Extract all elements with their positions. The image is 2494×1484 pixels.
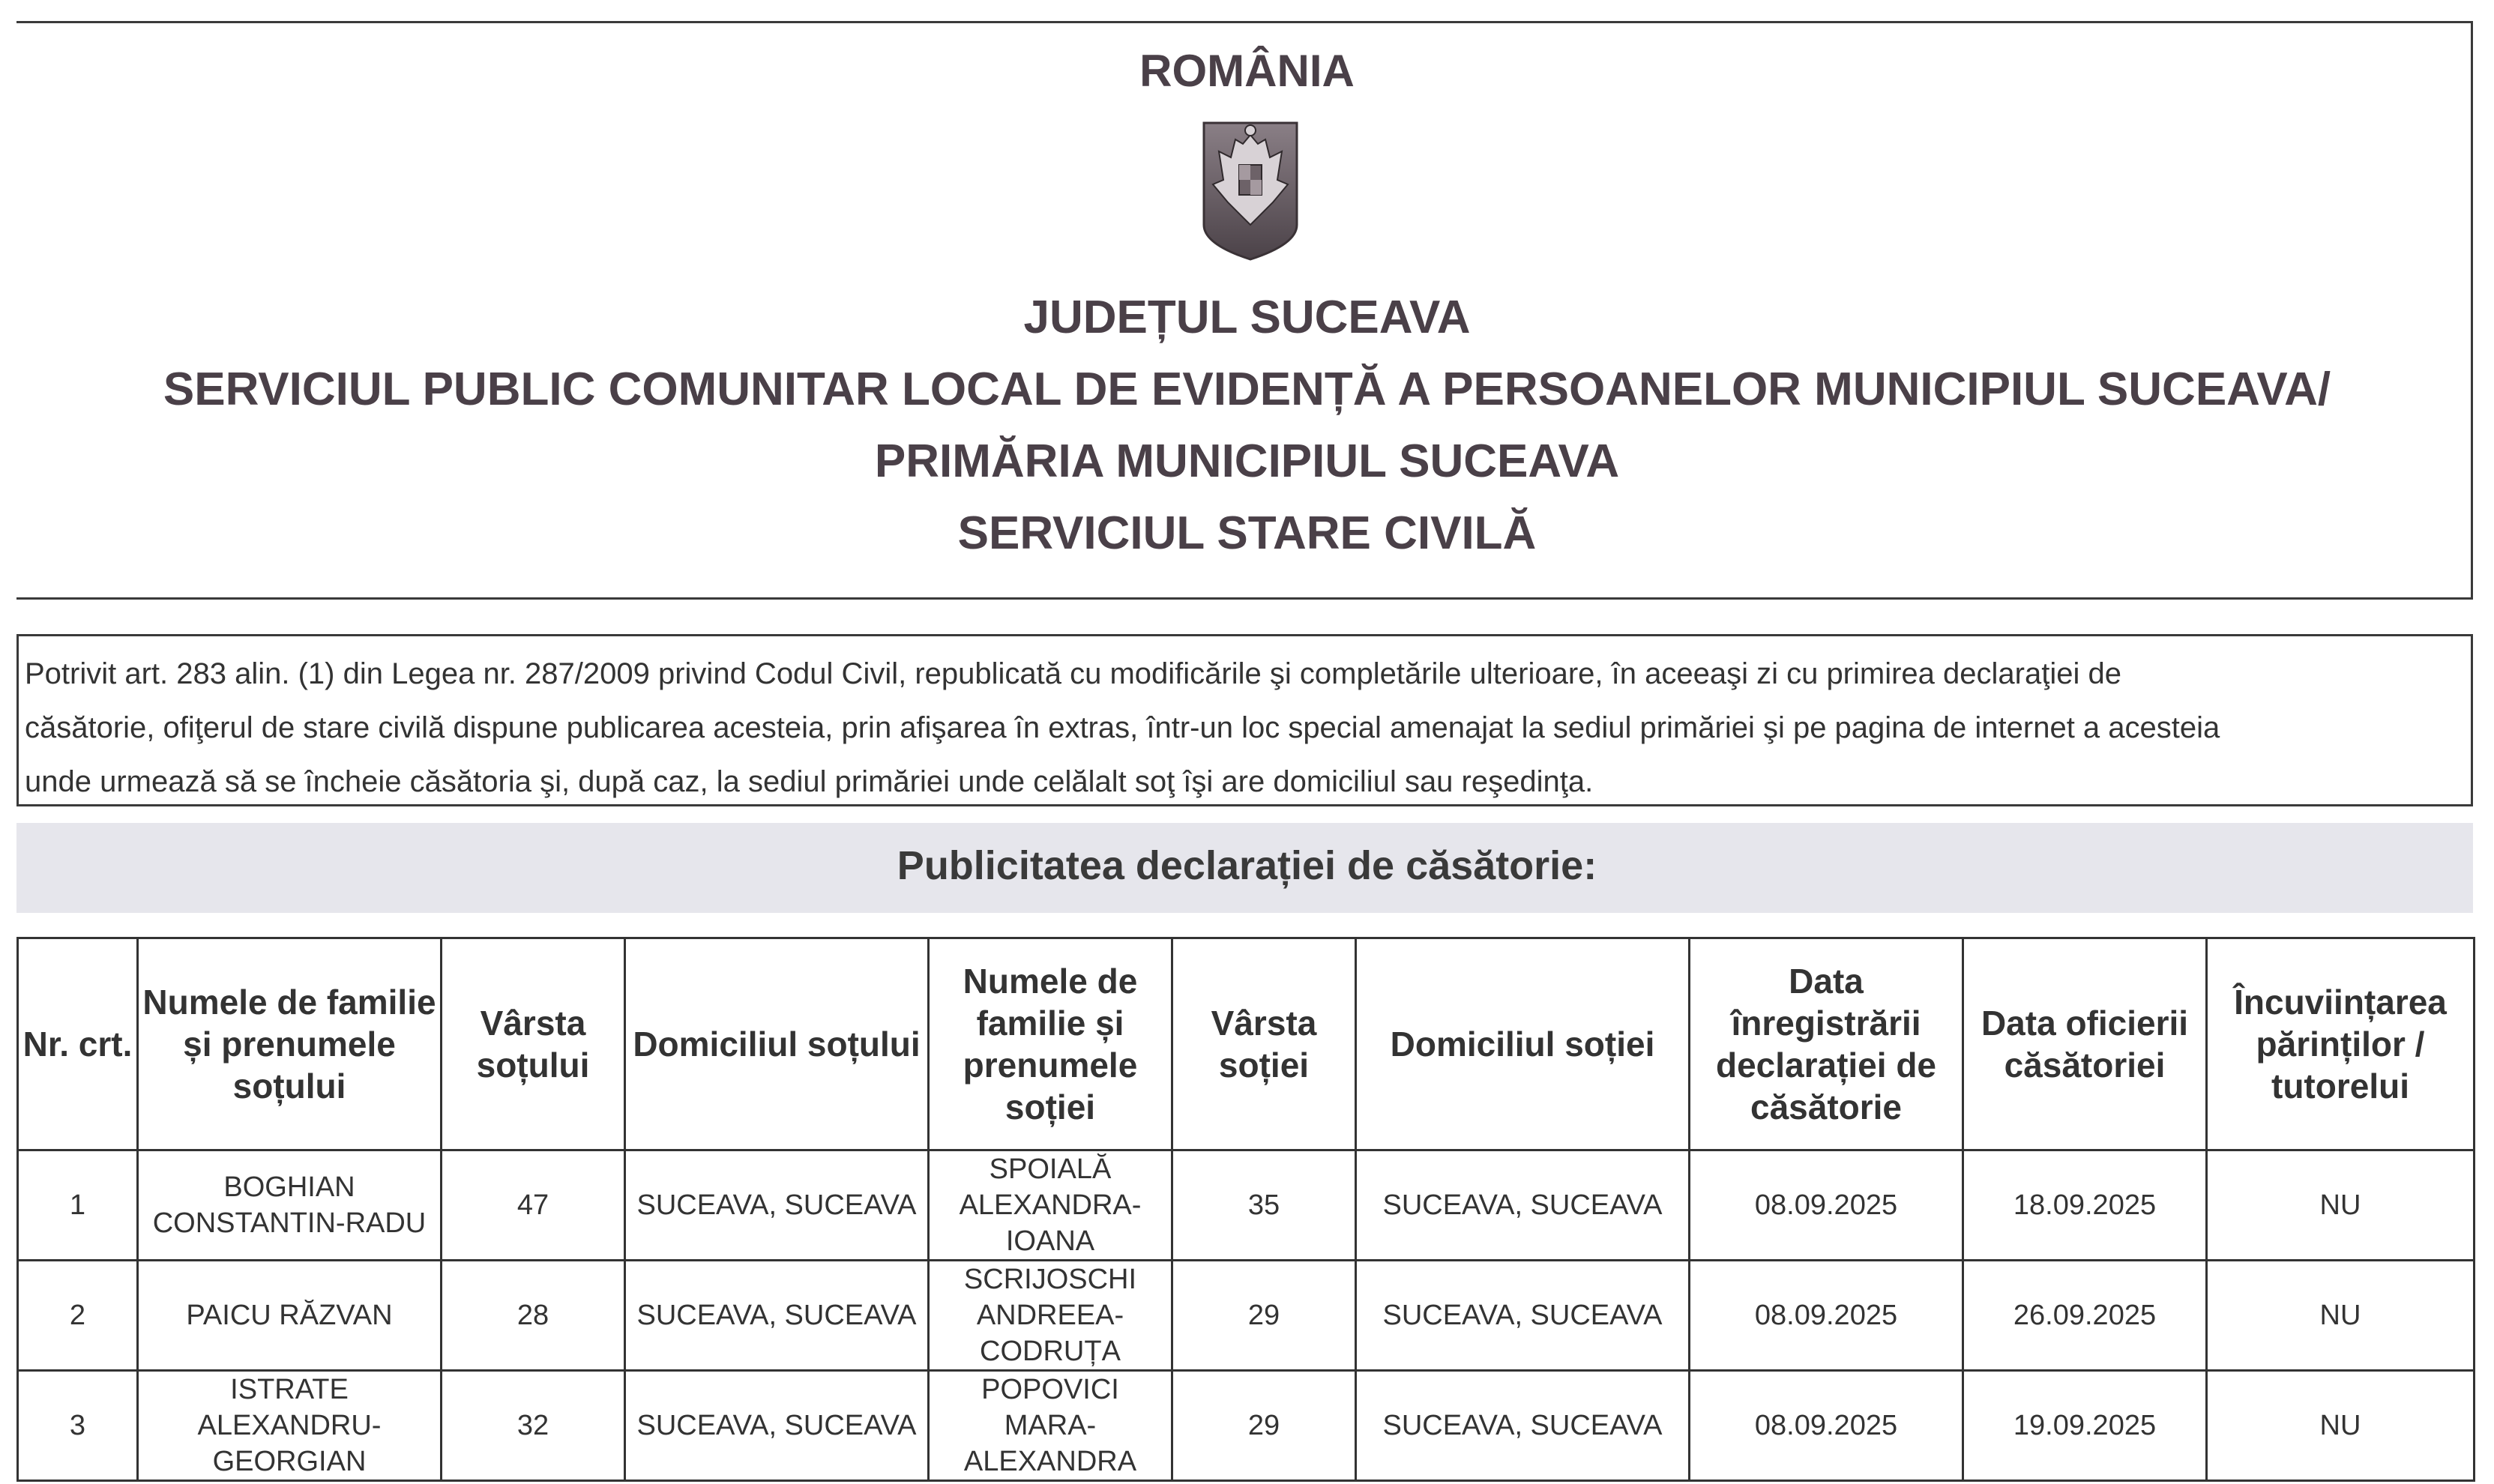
column-header: Încuviințarea părinților / tutorelui — [2207, 938, 2475, 1150]
table-cell: 47 — [442, 1150, 625, 1261]
service-title-line2: PRIMĂRIA MUNICIPIUL SUCEAVA — [874, 435, 1620, 487]
table-cell: 19.09.2025 — [1963, 1371, 2207, 1481]
table-cell: NU — [2207, 1150, 2475, 1261]
service-title-line1: SERVICIUL PUBLIC COMUNITAR LOCAL DE EVIDENȚĂ A PERSOANELOR MUNICIPIUL SUCEAVA/ — [163, 364, 2331, 415]
table-cell: SUCEAVA, SUCEAVA — [1356, 1261, 1690, 1371]
table-cell: ISTRATE ALEXANDRU-GEORGIAN — [138, 1371, 442, 1481]
table-cell: BOGHIAN CONSTANTIN-RADU — [138, 1150, 442, 1261]
table-cell: 29 — [1172, 1371, 1356, 1481]
table-cell: 1 — [18, 1150, 138, 1261]
table-cell: 26.09.2025 — [1963, 1261, 2207, 1371]
table-cell: NU — [2207, 1371, 2475, 1481]
coat-of-arms-icon — [1198, 112, 1303, 262]
legal-notice-line: unde urmează să se încheie căsătoria şi, după caz, la sediul primăriei unde celălalt soţ îşi are domiciliul sau reşedinţa. — [25, 765, 1594, 798]
table-cell: 32 — [442, 1371, 625, 1481]
column-header: Nr. crt. — [18, 938, 138, 1150]
table-cell: 35 — [1172, 1150, 1356, 1261]
legal-notice-line: Potrivit art. 283 alin. (1) din Legea nr. 287/2009 privind Codul Civil, republicată cu modificările şi completările ulterioare, în aceeaşi zi cu primirea declaraţiei de — [25, 657, 2121, 690]
column-header: Vârsta soției — [1172, 938, 1356, 1150]
table-cell: SUCEAVA, SUCEAVA — [625, 1261, 929, 1371]
county-title: JUDEȚUL SUCEAVA — [1023, 292, 1471, 343]
table-row — [18, 1261, 2475, 1371]
legal-notice — [16, 634, 2473, 806]
column-header: Data înregistrării declarației de căsătorie — [1690, 938, 1963, 1150]
column-header: Domiciliul soției — [1356, 938, 1690, 1150]
table-cell: 08.09.2025 — [1690, 1371, 1963, 1481]
table-cell: 18.09.2025 — [1963, 1150, 2207, 1261]
column-header: Data oficierii căsătoriei — [1963, 938, 2207, 1150]
legal-notice-line: căsătorie, ofiţerul de stare civilă dispune publicarea acesteia, prin afişarea în extras, într-un loc special amenajat la sediul primăriei şi pe pagina de internet a acesteia — [25, 711, 2220, 744]
table-cell: 08.09.2025 — [1690, 1150, 1963, 1261]
department-title: SERVICIUL STARE CIVILĂ — [957, 507, 1537, 559]
table-row — [18, 1371, 2475, 1481]
column-header: Vârsta soțului — [442, 938, 625, 1150]
section-title: Publicitatea declarației de căsătorie: — [897, 843, 1597, 888]
table-cell: POPOVICI MARA-ALEXANDRA — [929, 1371, 1172, 1481]
table-cell: 3 — [18, 1371, 138, 1481]
table-cell: 2 — [18, 1261, 138, 1371]
table-row — [18, 1150, 2475, 1261]
column-header: Numele de familie și prenumele soțului — [138, 938, 442, 1150]
table-header-row — [18, 938, 2475, 1150]
table-cell: PAICU RĂZVAN — [138, 1261, 442, 1371]
column-header: Numele de familie și prenumele soției — [929, 938, 1172, 1150]
table-cell: SUCEAVA, SUCEAVA — [1356, 1150, 1690, 1261]
table-cell: NU — [2207, 1261, 2475, 1371]
table-cell: SPOIALĂ ALEXANDRA-IOANA — [929, 1150, 1172, 1261]
table-cell: SUCEAVA, SUCEAVA — [1356, 1371, 1690, 1481]
table-cell: SCRIJOSCHI ANDREEA-CODRUȚA — [929, 1261, 1172, 1371]
marriage-declarations-table — [16, 937, 2475, 1482]
table-cell: 29 — [1172, 1261, 1356, 1371]
table-cell: SUCEAVA, SUCEAVA — [625, 1150, 929, 1261]
table-cell: 28 — [442, 1261, 625, 1371]
table-cell: 08.09.2025 — [1690, 1261, 1963, 1371]
country-title: ROMÂNIA — [1139, 46, 1355, 96]
table-cell: SUCEAVA, SUCEAVA — [625, 1371, 929, 1481]
column-header: Domiciliul soțului — [625, 938, 929, 1150]
